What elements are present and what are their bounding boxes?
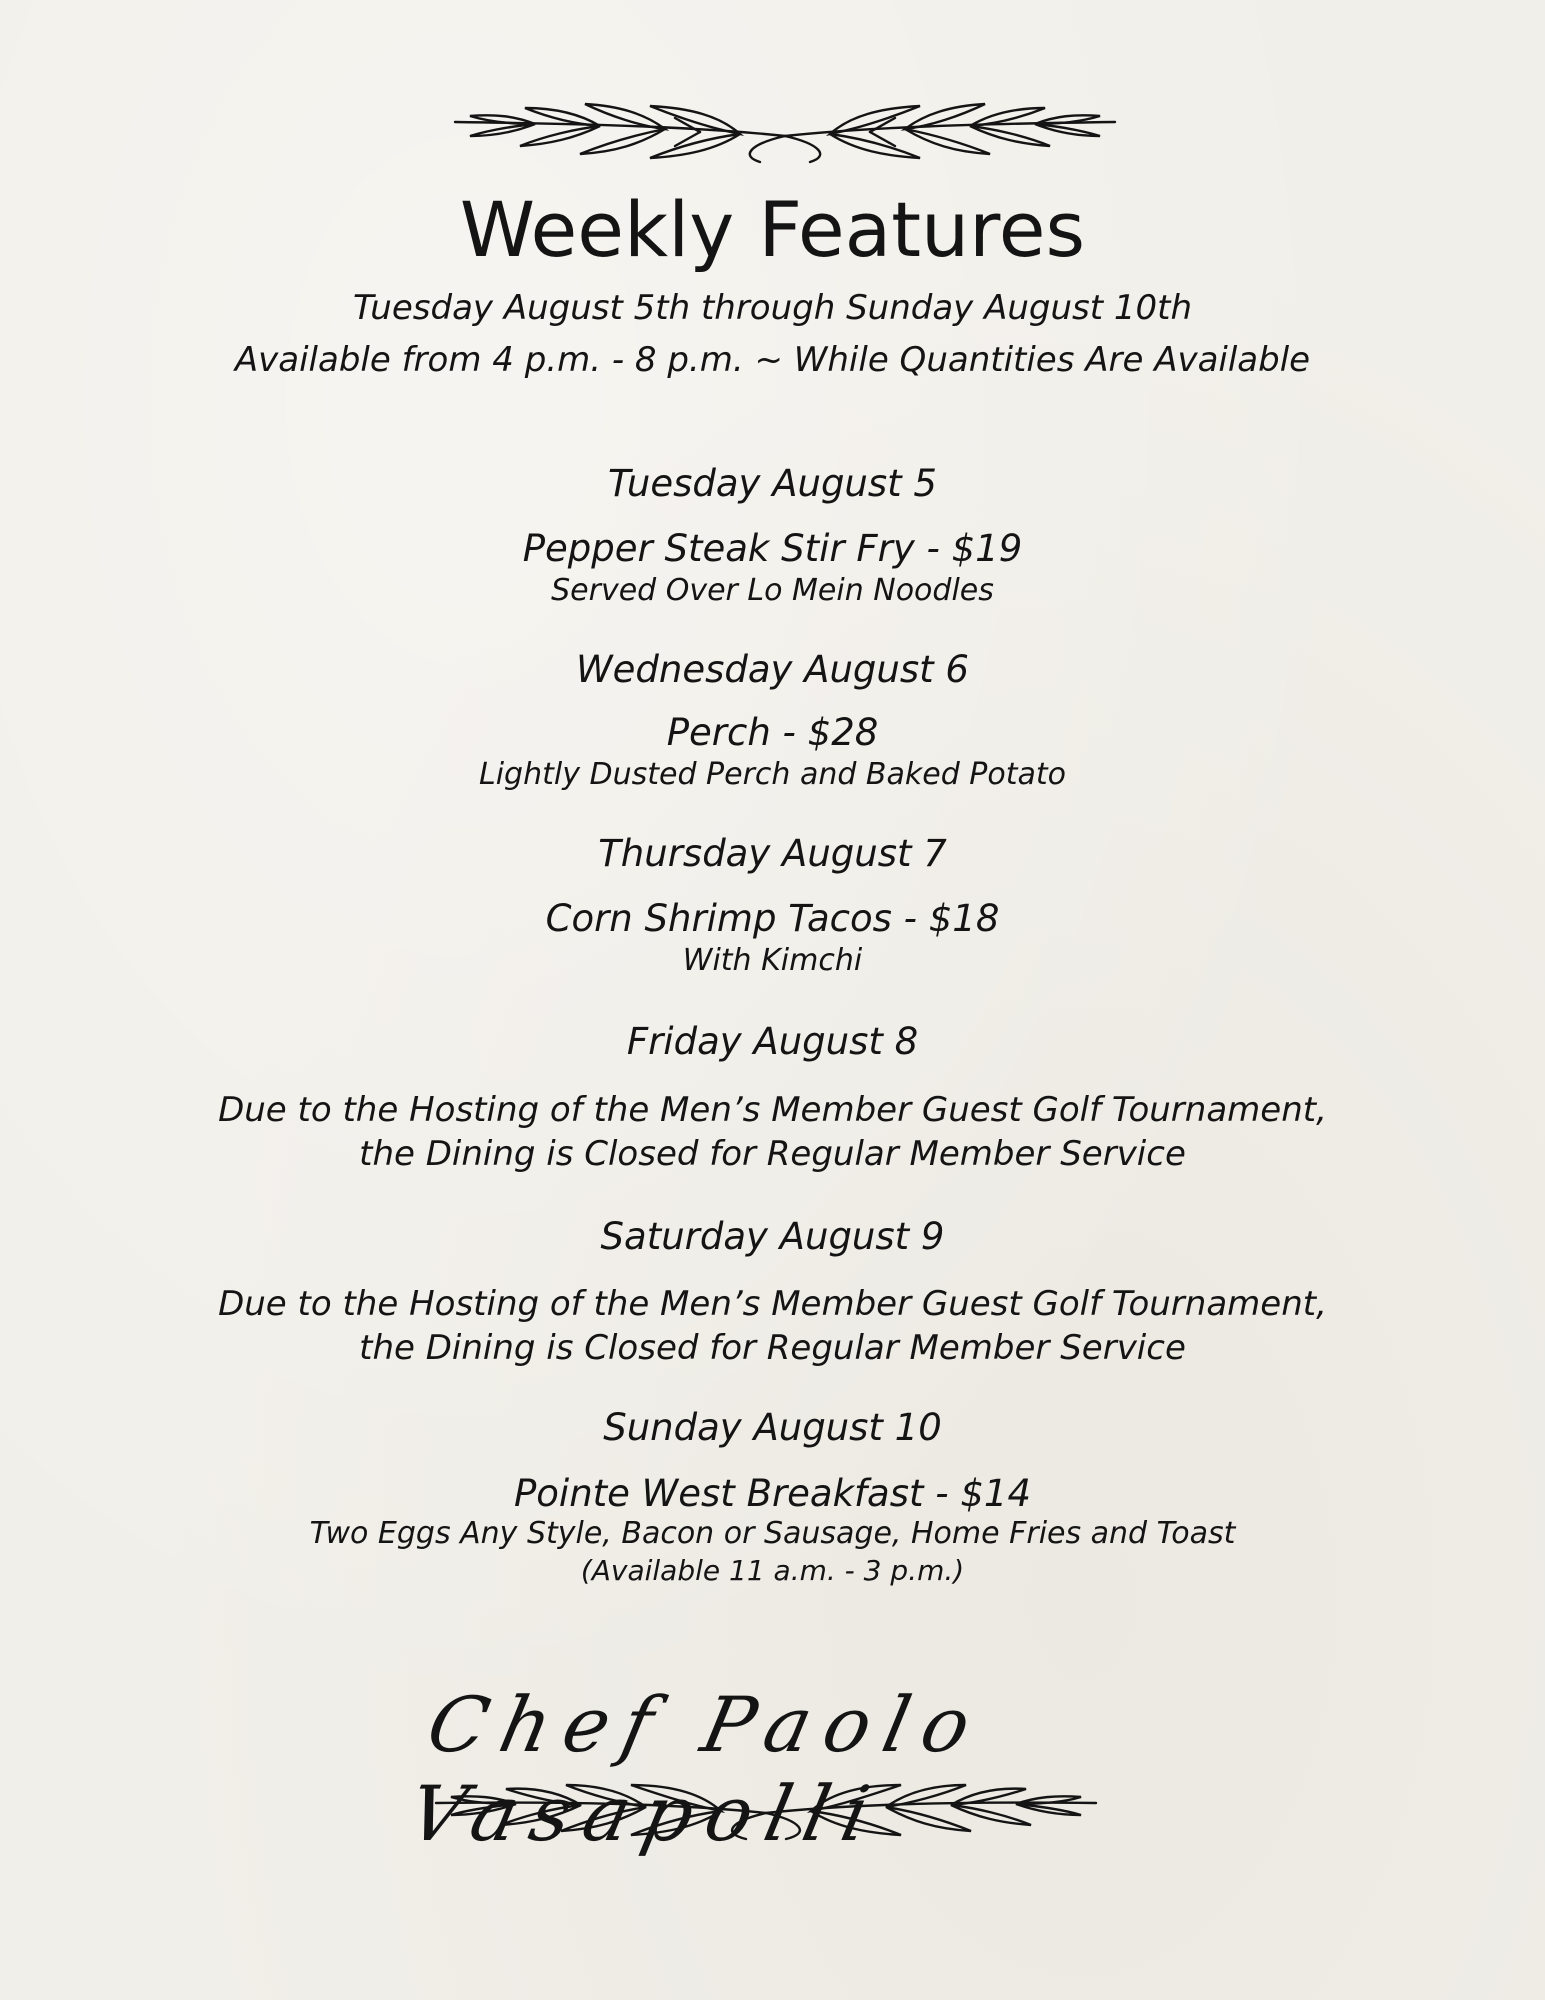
menu-item-description: Served Over Lo Mein Noodles xyxy=(551,573,994,608)
menu-item-description: Two Eggs Any Style, Bacon or Sausage, Home Fries and Toast xyxy=(309,1516,1236,1551)
day-heading-tuesday: Tuesday August 5 xyxy=(608,462,937,505)
closure-notice: Due to the Hosting of the Men’s Member Guest Golf Tournament, xyxy=(218,1284,1327,1324)
menu-item-name: Corn Shrimp Tacos - $18 xyxy=(545,897,1000,940)
laurel-branch-bottom-icon xyxy=(430,1773,1102,1845)
menu-item-description: With Kimchi xyxy=(682,943,863,978)
day-heading-thursday: Thursday August 7 xyxy=(598,832,947,875)
availability-note: (Available 11 a.m. - 3 p.m.) xyxy=(580,1554,965,1587)
menu-item-name: Pointe West Breakfast - $14 xyxy=(513,1472,1032,1515)
date-range: Tuesday August 5th through Sunday August 10th xyxy=(352,288,1193,328)
menu-item-description: Lightly Dusted Perch and Baked Potato xyxy=(478,757,1067,792)
menu-item-name: Perch - $28 xyxy=(666,711,879,754)
day-heading-wednesday: Wednesday August 6 xyxy=(576,648,969,691)
closure-notice: Due to the Hosting of the Men’s Member Guest Golf Tournament, xyxy=(218,1090,1327,1130)
day-heading-saturday: Saturday August 9 xyxy=(600,1215,945,1258)
day-heading-sunday: Sunday August 10 xyxy=(603,1406,942,1449)
day-heading-friday: Friday August 8 xyxy=(626,1020,919,1063)
menu-item-name: Pepper Steak Stir Fry - $19 xyxy=(522,527,1023,570)
closure-notice: the Dining is Closed for Regular Member Service xyxy=(359,1134,1186,1174)
availability-note: Available from 4 p.m. - 8 p.m. ~ While Quantities Are Available xyxy=(234,340,1311,380)
chef-signature: Chef Paolo Vasapolli xyxy=(401,1680,993,1858)
laurel-branch-top-icon xyxy=(450,96,1120,168)
closure-notice: the Dining is Closed for Regular Member Service xyxy=(359,1328,1186,1368)
page-title: Weekly Features xyxy=(459,185,1086,274)
